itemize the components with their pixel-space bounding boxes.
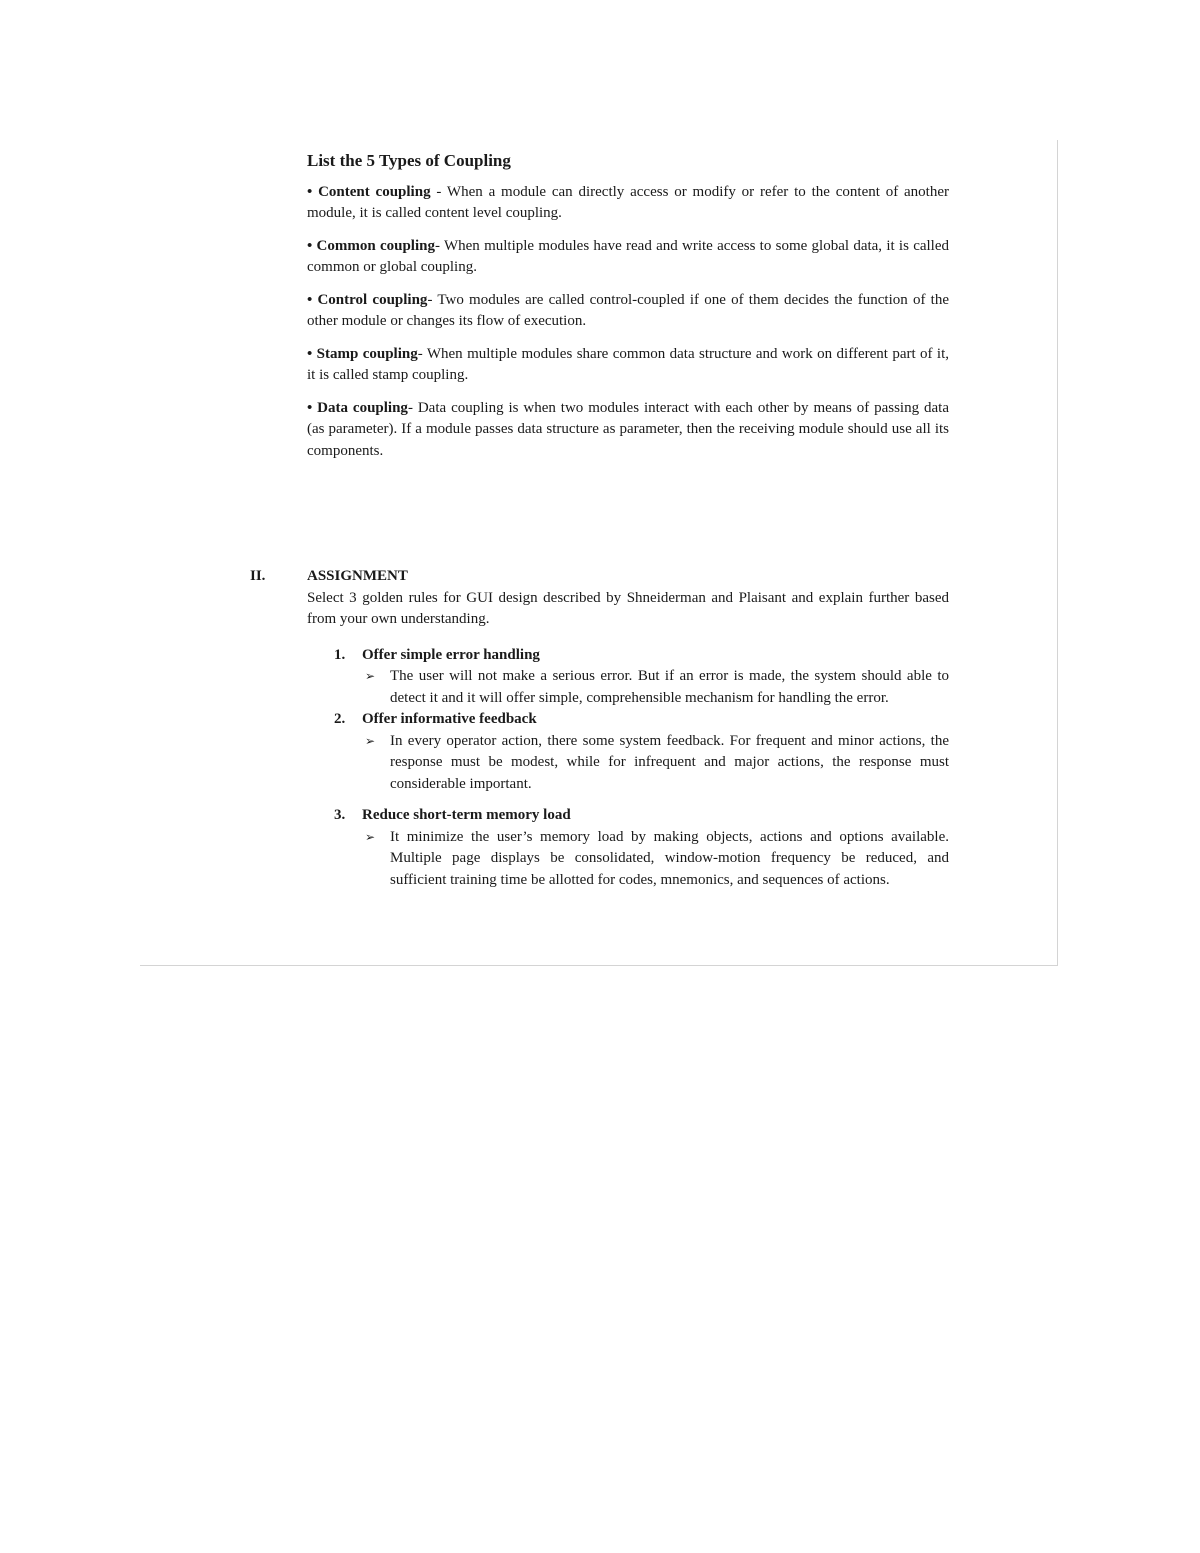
rule-explanation-text: In every operator action, there some system feedback. For frequent and minor actions, the response must be modest, while for infrequent and major actions, the response must considerable important. [390, 732, 949, 792]
arrow-bullet-icon: ➢ [365, 829, 376, 844]
rule-title-text: Reduce short-term memory load [362, 807, 571, 823]
rule-explanation [307, 666, 949, 709]
rule-title [334, 805, 949, 827]
rule-title-text: Offer informative feedback [362, 711, 537, 727]
coupling-item-content [307, 182, 949, 225]
golden-rule-3 [307, 805, 949, 827]
coupling-text: - When multiple modules have read and write access to some global data, it is called common or global coupling. [307, 237, 950, 275]
section-title: ASSIGNMENT [307, 568, 408, 584]
rule-number: 3. [334, 807, 346, 823]
coupling-list [307, 150, 949, 473]
coupling-item-stamp [307, 344, 949, 387]
golden-rule-1 [307, 645, 949, 667]
coupling-term: • Control coupling [307, 291, 428, 308]
rule-number: 1. [334, 646, 346, 663]
arrow-bullet-icon: ➢ [365, 733, 376, 748]
coupling-text: - When multiple modules share common data structure and work on different part of it, it is called stamp coupling. [307, 345, 950, 383]
rule-title-text: Offer simple error handling [362, 646, 540, 663]
rule-explanation [307, 827, 949, 892]
coupling-term: • Common coupling [307, 237, 435, 254]
image-border-bottom [140, 965, 1058, 966]
coupling-term: • Content coupling [307, 183, 431, 200]
arrow-bullet-icon: ➢ [365, 669, 376, 683]
image-border-right [1057, 140, 1058, 966]
coupling-text: - When a module can directly access or modify or refer to the content of another module, it is called content level coupling. [307, 183, 949, 221]
rule-explanation [307, 731, 949, 796]
coupling-heading: List the 5 Types of Coupling [307, 151, 511, 170]
coupling-text: - Data coupling is when two modules interact with each other by means of passing data (as parameter). If a module passes data structure as parameter, then the receiving module should use all its components. [307, 399, 949, 459]
coupling-term: • Data coupling [307, 399, 408, 416]
rule-number: 2. [334, 711, 346, 727]
golden-rule-2 [307, 709, 949, 731]
rule-title [334, 709, 949, 731]
coupling-item-data [307, 398, 949, 463]
coupling-item-common [307, 236, 949, 279]
coupling-item-control [307, 290, 949, 333]
rule-explanation-text: The user will not make a serious error. But if an error is made, the system should able to detect it and it will offer simple, comprehensible mechanism for handling the error. [390, 668, 949, 706]
section-prompt: Select 3 golden rules for GUI design described by Shneiderman and Plaisant and explain further based from your own understanding. [307, 589, 949, 627]
assignment-section [250, 566, 949, 891]
coupling-term: • Stamp coupling [307, 345, 418, 362]
rule-explanation-text: It minimize the user’s memory load by making objects, actions and options available. Multiple page displays be consolidated, window-motion frequency be reduced, and sufficient training time be allotted for codes, mnemonics, and sequences of actions. [390, 828, 949, 888]
coupling-text: - Two modules are called control-coupled if one of them decides the function of the other module or changes its flow of execution. [307, 291, 949, 329]
rule-title [334, 645, 949, 667]
section-numeral: II. [250, 568, 266, 584]
